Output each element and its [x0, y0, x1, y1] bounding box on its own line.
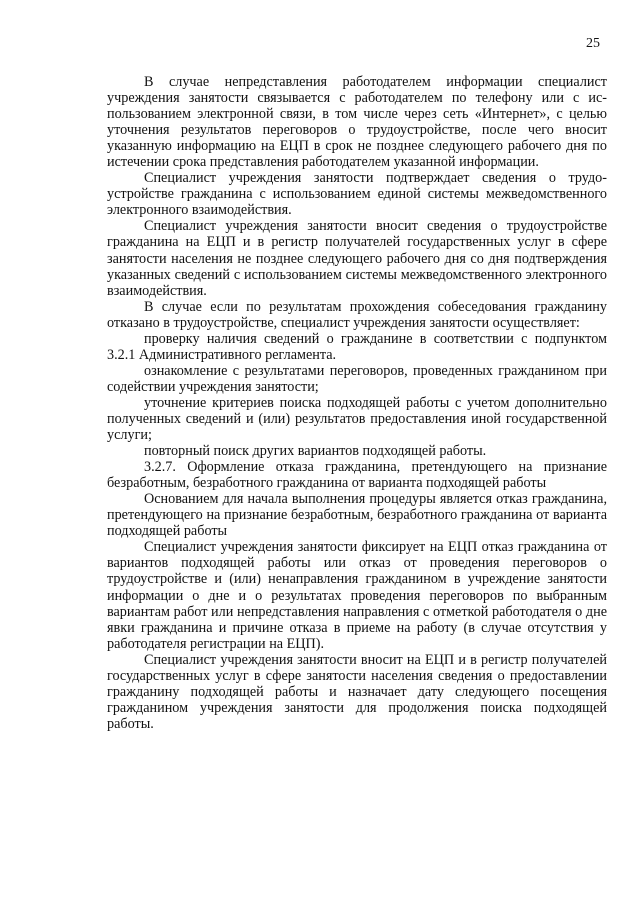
list-item-review-results: ознакомление с результатами переговоров, проведенных гражданином при содействии учреждения занятости;	[107, 362, 607, 395]
paragraph-employer-no-info: В случае непредставления работодателем информации специалист учреждения занятости связывается с работодателем по телефону или с использованием электронной связи, в том числе через сеть «Интернет», с целью уточнения результатов переговоров о трудоустройстве, после чего вносит указанную информацию на ЕЦП в срок не позднее следующего рабочего дня по истечении срока представления работодателем указанной информации.	[107, 74, 607, 171]
list-item-refine-criteria: уточнение критериев поиска подходящей работы с учетом дополнительно полученных сведений и (или) результатов предоставления иной государственной услуги;	[107, 394, 607, 444]
section-heading-3-2-7: 3.2.7. Оформление отказа гражданина, претендующего на признание безработным, безработного гражданина от варианта подходящей работы	[107, 459, 607, 492]
list-item-repeat-search: повторный поиск других вариантов подходящей работы.	[144, 443, 487, 460]
paragraph-confirm-employment: Специалист учреждения занятости подтверждает сведения о трудоустройстве гражданина с использованием единой системы межведомственного электронного взаимодействия.	[107, 170, 607, 219]
document-body	[107, 74, 607, 732]
paragraph-next-visit: Специалист учреждения занятости вносит на ЕЦП и в регистр получателей государственных услуг в сфере занятости населения сведения о предоставлении гражданину подходящей работы и назначает дату следующего посещения гражданином учреждения занятости для продолжения поиска подходящей работы.	[107, 651, 607, 732]
paragraph-record-refusal: Специалист учреждения занятости фиксирует на ЕЦП отказ гражданина от вариантов подходящей работы или отказ от проведения переговоров о трудоустройстве и (или) ненаправления гражданином в учреждение занятости информации о дне и о результатах проведения переговоров по выбранным вариантам работ или непредставления направления с отметкой работодателя о дне явки гражданина и причине отказа в приеме на работу (в случае отсутствия у работодателя регистрации на ЕЦП).	[107, 539, 607, 652]
page-number: 25	[586, 36, 600, 51]
list-item-check-data: проверку наличия сведений о гражданине в соответствии с подпунктом 3.2.1 Административного регламента.	[107, 330, 607, 363]
paragraph-refusal-intro: В случае если по результатам прохождения собеседования гражданину отказано в трудоустройстве, специалист учреждения занятости осуществляет:	[107, 298, 607, 331]
paragraph-procedure-basis: Основанием для начала выполнения процедуры является отказ гражданина, претендующего на признание безработным, безработного гражданина от варианта подходящей работы	[107, 491, 607, 540]
paragraph-enter-employment-data: Специалист учреждения занятости вносит сведения о трудоустройстве гражданина на ЕЦП и в регистр получателей государственных услуг в сфере занятости населения не позднее следующего рабочего дня со дня подтверждения указанных сведений с использованием системы межведомственного электронного взаимодействия.	[107, 218, 607, 299]
